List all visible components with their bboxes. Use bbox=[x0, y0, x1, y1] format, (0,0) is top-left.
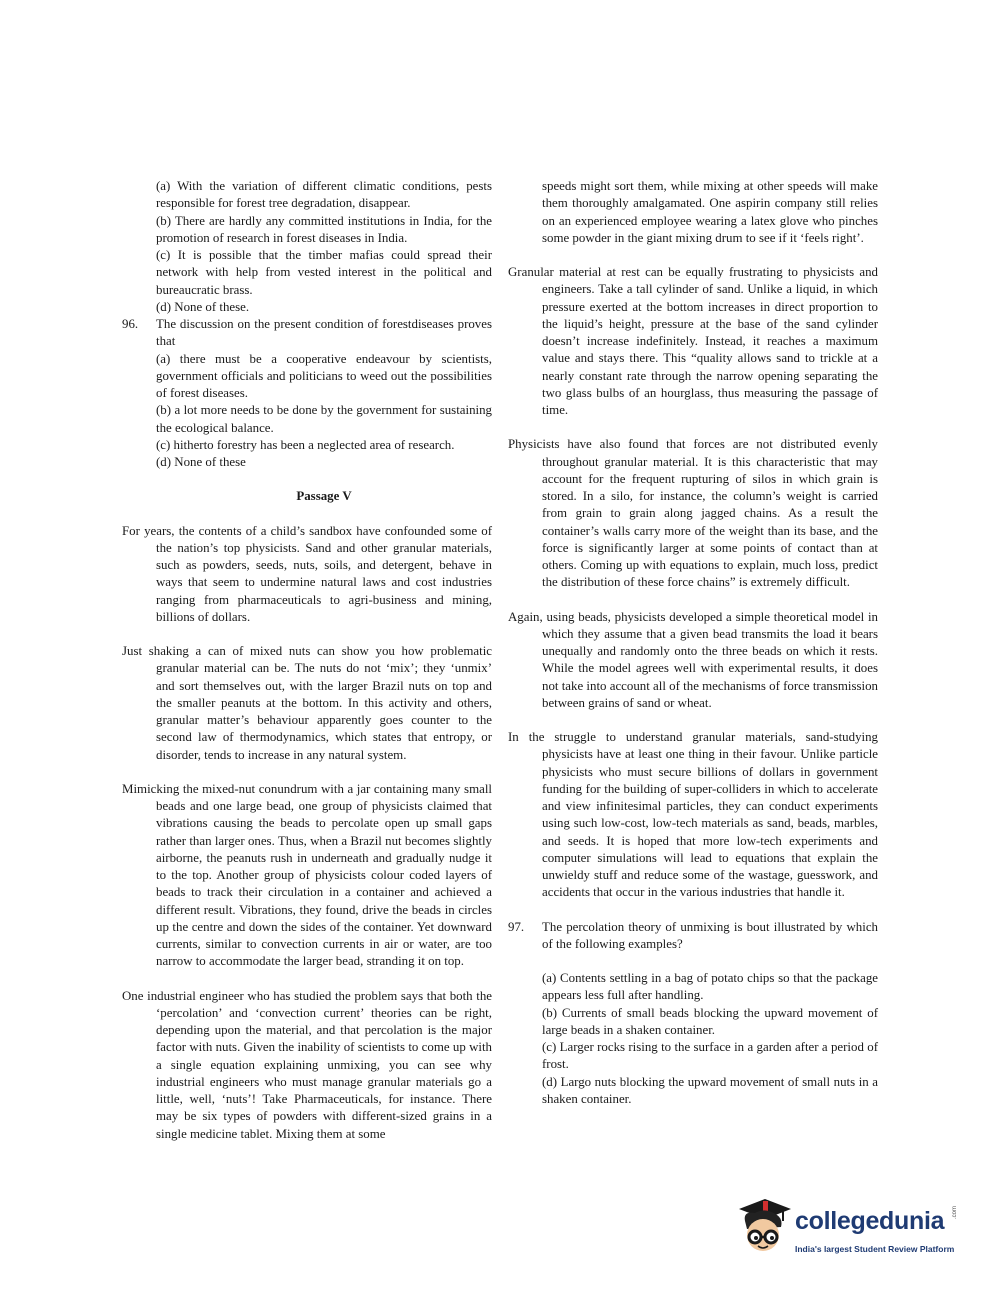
q96-option-b: (b) a lot more needs to be done by the government for sustaining the ecological balance. bbox=[156, 403, 492, 435]
passage-paragraph: Physicists have also found that forces are not distributed evenly throughout granular material. It is this characteristic that may account for the frequent rupturing of silos in which grain is stored. In a silo, for instance, the column’s weight is carried from grain to grain along jagged chains. As a result the container’s walls carry more of the weight than its base, and the force is significantly larger at some points of contact than at others. Coming up with equations to explain, much loss, predict the distribution of these force chains” is extremely difficult. bbox=[508, 437, 878, 590]
q96-option-d: (d) None of these bbox=[156, 455, 246, 469]
passage-paragraph: For years, the contents of a child’s sandbox have confounded some of the nation’s top physicists. Sand and other granular materials, such as powders, seeds, nuts, soils, and detergent, behave in ways that seem to undermine natural laws and cost industries ranging from pharmaceuticals to agri-business and mining, billions of dollars. bbox=[122, 523, 492, 624]
q97-option-d: (d) Largo nuts blocking the upward movement of small nuts in a shaken container. bbox=[542, 1074, 878, 1106]
q97-option-c: (c) Larger rocks rising to the surface in a garden after a period of frost. bbox=[542, 1040, 878, 1072]
passage-paragraph: Just shaking a can of mixed nuts can show you how problematic granular material can be. The nuts do not ‘mix’; they ‘unmix’ and sort themselves out, with the larger Brazil nuts on top and the smaller peanuts at the bottom. In this activity and others, granular matter’s behaviour apparently goes counter to the second law of thermodynamics, which states that entropy, or disorder, tends to increase in any natural system. bbox=[122, 644, 492, 762]
question-97-stem: The percolation theory of unmixing is bout illustrated by which of the following examples? bbox=[542, 919, 878, 951]
passage-heading: Passage V bbox=[296, 489, 352, 504]
brand-tagline: India's largest Student Review Platform bbox=[795, 1244, 955, 1254]
passage-paragraph: Again, using beads, physicists developed a simple theoretical model in which they assume that a given bead transmits the load it bears unequally and randomly onto the three beads on which it rests. While the model agrees well with experimental results, it does not take into account all of the mechanisms of force transmission between grains of sand or wheat. bbox=[508, 609, 878, 710]
q95-option-a: (a) With the variation of different climatic conditions, pests responsible for forest tree degradation, disappear. bbox=[156, 179, 492, 211]
brand-suffix: .com bbox=[952, 1205, 958, 1219]
q95-option-b: (b) There are hardly any committed institutions in India, for the promotion of research in forest diseases in India. bbox=[156, 213, 492, 245]
question-96-stem: The discussion on the present condition of forestdiseases proves that bbox=[156, 317, 492, 349]
q96-option-a: (a) there must be a cooperative endeavour by scientists, government officials and politicians to weed out the possibilities of forest diseases. bbox=[156, 351, 492, 400]
q95-option-d: (d) None of these. bbox=[156, 299, 250, 314]
passage-paragraph: Mimicking the mixed-nut conundrum with a jar containing many small beads and one large bead, one group of physicists claimed that vibrations causing the beads to percolate open up small gaps rather than larger ones. Thus, when a Brazil nut becomes slightly airborne, the peanuts rush in underneath and gradually nudge it to the top. Another group of physicists colour coded layers of beads to track their circulation in a container and achieved a different result. Vibrations, they found, drive the beads in circles up the centre and down the sides of the container. Yet downward currents, similar to convection currents in air or water, are too narrow to accommodate the larger bead, stranding it on top. bbox=[122, 781, 492, 969]
q97-option-b: (b) Currents of small beads blocking the upward movement of large beads in a shaken container. bbox=[542, 1005, 878, 1037]
right-column bbox=[508, 178, 878, 1108]
mascot-icon bbox=[733, 1195, 793, 1261]
passage-paragraph: Granular material at rest can be equally frustrating to physicists and engineers. Take a tall cylinder of sand. Unlike a liquid, in which pressure exerted at the bottom increases in direct proportion to the liquid’s height, pressure at the base of the sand cylinder doesn’t increase indefinitely. Instead, it reaches a maximum value and stays there. This “quality allows sand to trickle at a nearly constant rate through the narrow opening separating the two glass bulbs of an hourglass, thus measuring the passage of time. bbox=[508, 265, 878, 417]
passage-paragraph: One industrial engineer who has studied the problem says that both the ‘percolation’ and ‘convection current’ theories can be right, depending upon the material, and that percolation is the major factor with nuts. Given the inability of scientists to come up with a single equation explaining unmixing, you can see why industrial engineers who must manage granular materials go a little, well, ‘nuts’! Take Pharmaceuticals, for instance. There may be six types of powders with different-sized grains in a single medicine tablet. Mixing them at some bbox=[122, 988, 492, 1141]
q97-option-a: (a) Contents settling in a bag of potato chips so that the package appears less full after handling. bbox=[542, 971, 878, 1003]
left-column bbox=[122, 178, 492, 1143]
question-96-number: 96. bbox=[122, 317, 139, 331]
brand-name: collegedunia bbox=[795, 1207, 945, 1235]
q96-option-c: (c) hitherto forestry has been a neglected area of research. bbox=[156, 437, 455, 452]
passage-paragraph-continued: speeds might sort them, while mixing at other speeds will make them thoroughly amalgamated. One aspirin company still relies on an experienced employee wearing a latex glove who pinches some powder in the giant mixing drum to see if it ‘feels right’. bbox=[542, 179, 878, 245]
collegedunia-logo[interactable] bbox=[733, 1195, 963, 1265]
question-97-number: 97. bbox=[508, 919, 525, 934]
passage-paragraph: In the struggle to understand granular materials, sand-studying physicists have at least one thing in their favour. Unlike particle physicists who must secure billions of dollars in government funding for the building of super-colliders in which to accelerate and view infinitesimal particles, they can conduct experiments using such low-cost, low-tech materials as sand, beads, marbles, and seeds. It is hoped that more low-tech experiments and computer simulations will lead to equations that explain the unwieldy stuff and reduce some of the wastage, guesswork, and accidents that occur in the various industries that handle it. bbox=[508, 730, 878, 900]
question-97 bbox=[508, 919, 878, 1109]
q95-option-c: (c) It is possible that the timber mafias could spread their network with help from vested interest in the political and bureaucratic brass. bbox=[156, 248, 492, 297]
question-96 bbox=[122, 316, 492, 471]
